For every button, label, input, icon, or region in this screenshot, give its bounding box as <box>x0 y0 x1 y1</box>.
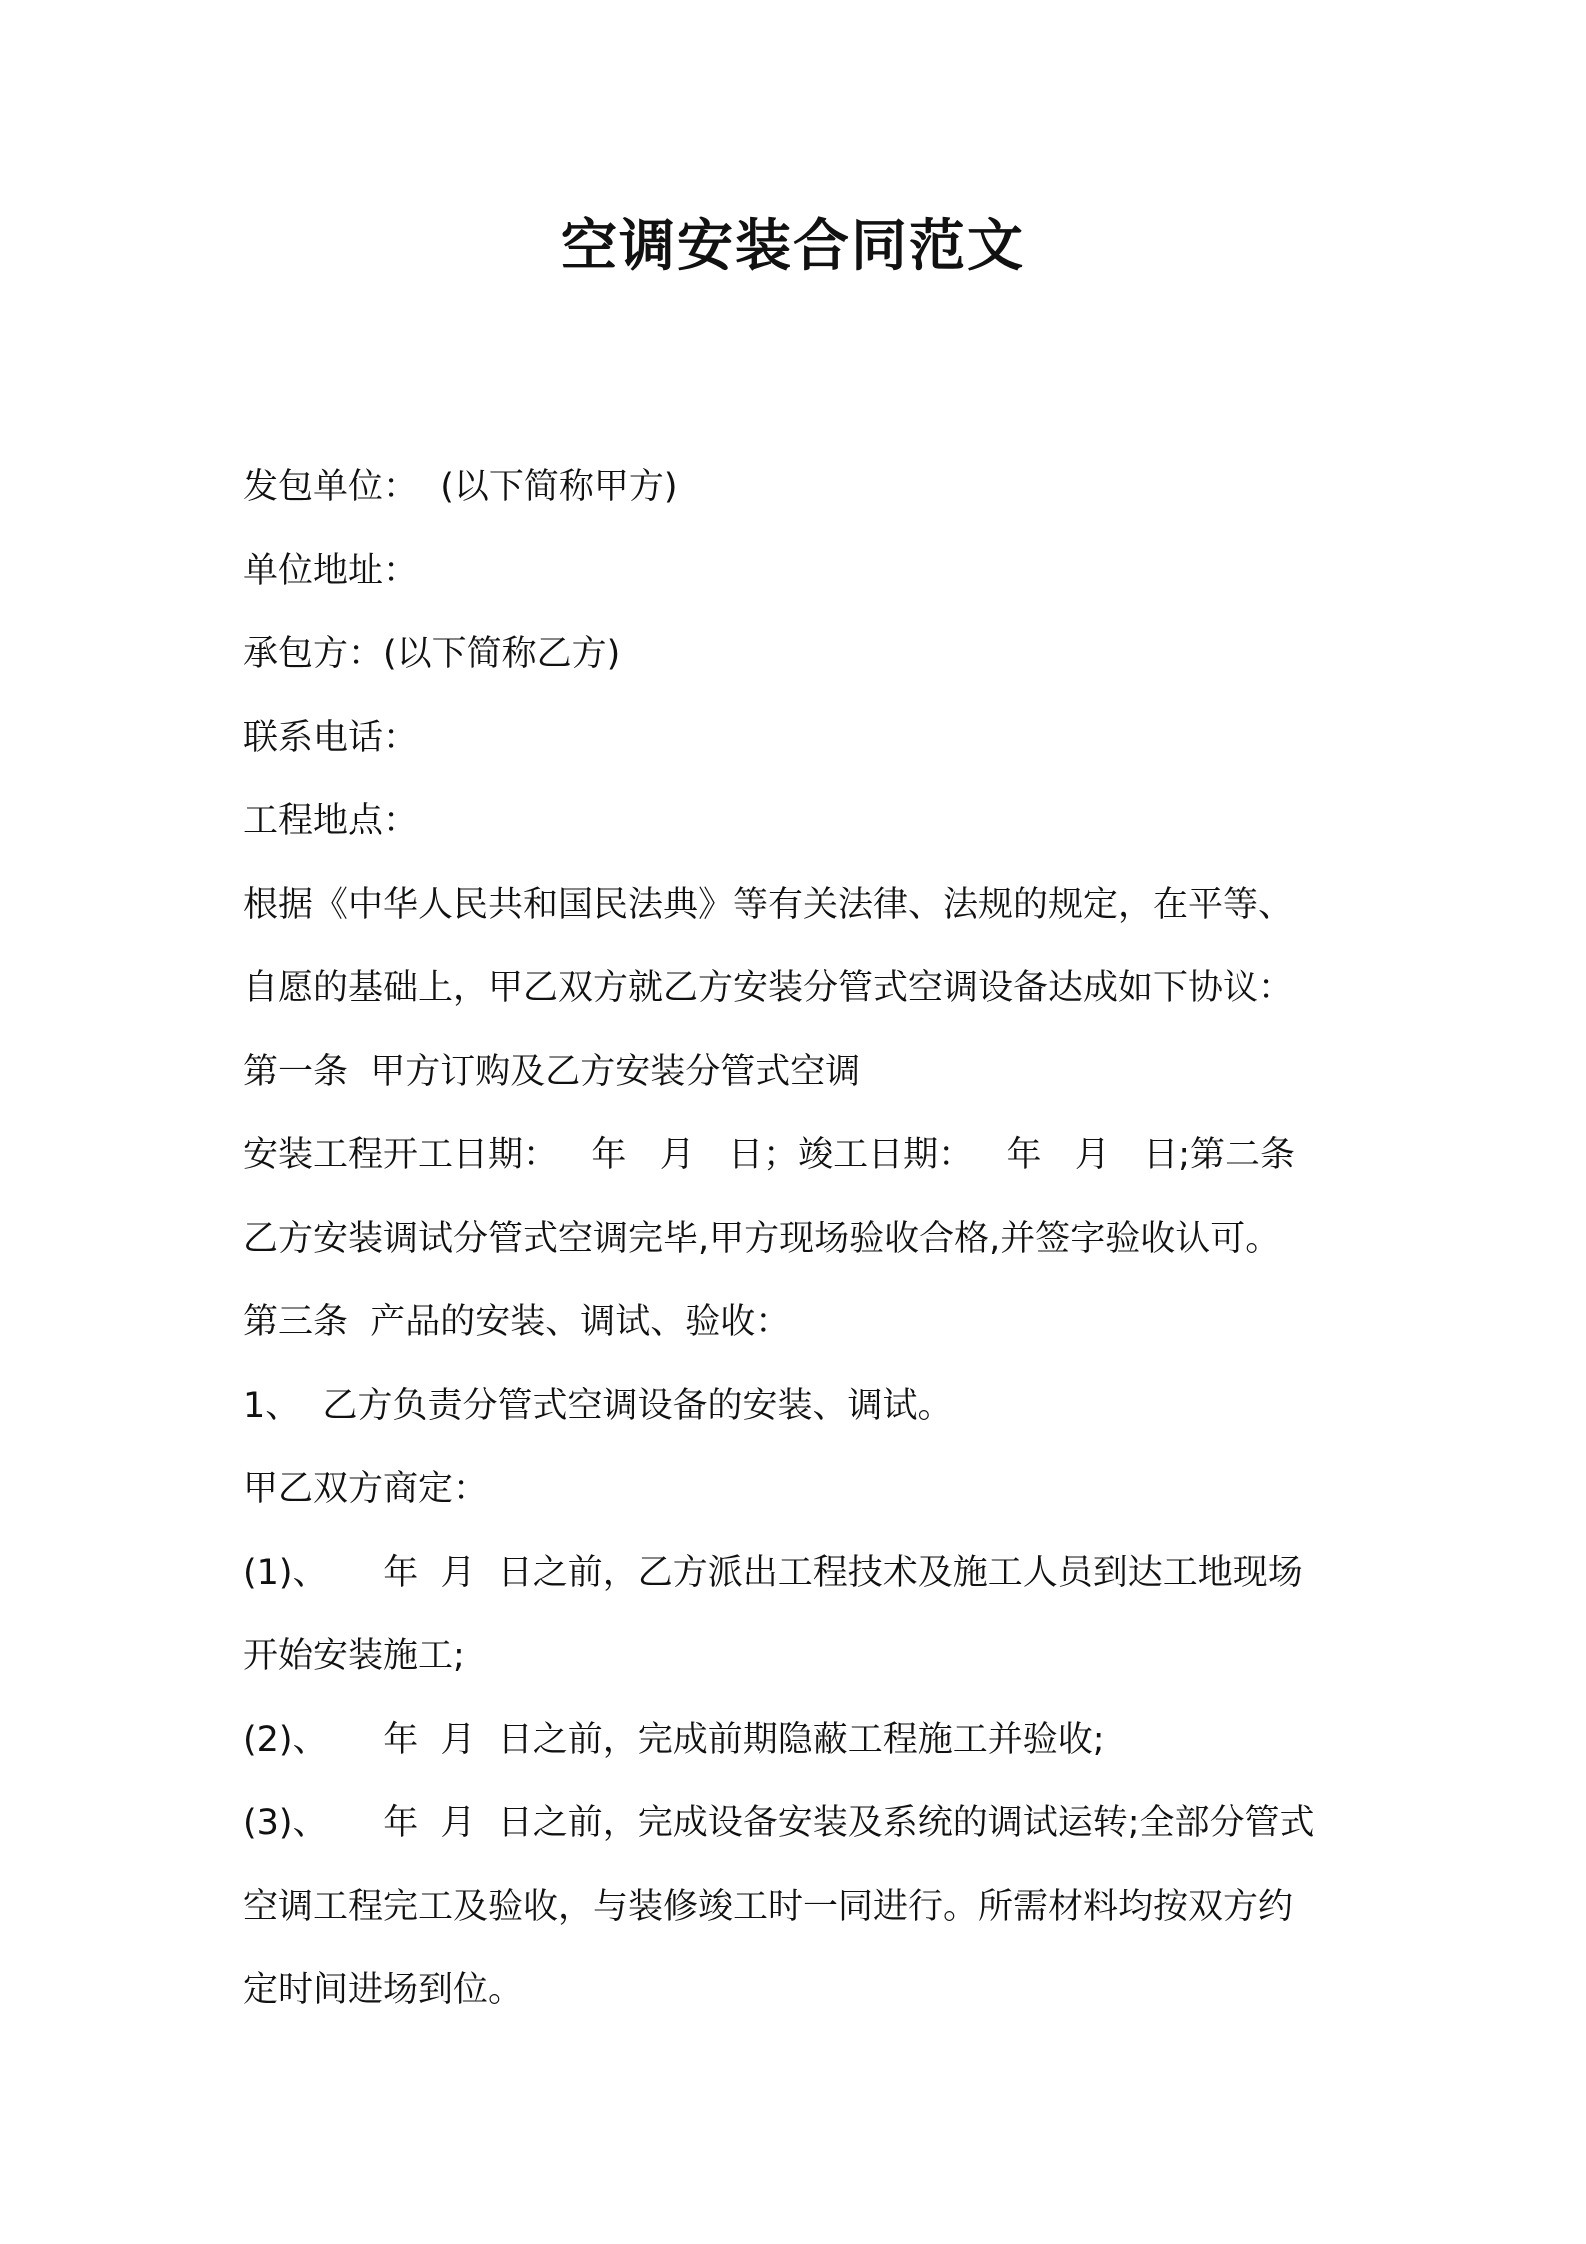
party-a-line: 发包单位： (以下简称甲方) <box>243 467 678 507</box>
article-1-heading: 第一条 甲方订购及乙方安装分管式空调 <box>243 1051 861 1092</box>
item-2-line: (2)、 年 月 日之前，完成前期隐蔽工程施工并验收; <box>243 1719 1105 1760</box>
document-title: 空调安装合同范文 <box>561 214 1025 279</box>
schedule-dates-line: 安装工程开工日期： 年 月 日；竣工日期： 年 月 日;第二条 <box>243 1135 1296 1175</box>
preamble-line-2: 自愿的基础上，甲乙双方就乙方安装分管式空调设备达成如下协议： <box>243 968 1294 1008</box>
item-3-line-3: 定时间进场到位。 <box>243 1970 524 2010</box>
agreement-heading: 甲乙双方商定： <box>243 1469 489 1509</box>
document-body <box>243 446 1358 2033</box>
item-1-line-1: (1)、 年 月 日之前，乙方派出工程技术及施工人员到达工地现场 <box>243 1552 1303 1593</box>
party-a-address-line: 单位地址： <box>243 550 419 591</box>
party-b-line: 承包方：(以下简称乙方) <box>243 634 621 674</box>
article-3-heading: 第三条 产品的安装、调试、验收： <box>243 1302 791 1342</box>
item-3-line-1: (3)、 年 月 日之前，完成设备安装及系统的调试运转;全部分管式 <box>243 1803 1315 1843</box>
preamble-line-1: 根据《中华人民共和国民法典》等有关法律、法规的规定，在平等、 <box>243 884 1294 925</box>
clause-1-line: 1、 乙方负责分管式空调设备的安装、调试。 <box>243 1385 953 1426</box>
item-1-line-2: 开始安装施工; <box>243 1636 465 1676</box>
project-location-line: 工程地点： <box>243 801 419 841</box>
item-3-line-2: 空调工程完工及验收，与装修竣工时一同进行。所需材料均按双方约 <box>243 1886 1294 1927</box>
acceptance-line: 乙方安装调试分管式空调完毕,甲方现场验收合格,并签字验收认可。 <box>243 1218 1281 1259</box>
phone-line: 联系电话： <box>243 717 419 758</box>
